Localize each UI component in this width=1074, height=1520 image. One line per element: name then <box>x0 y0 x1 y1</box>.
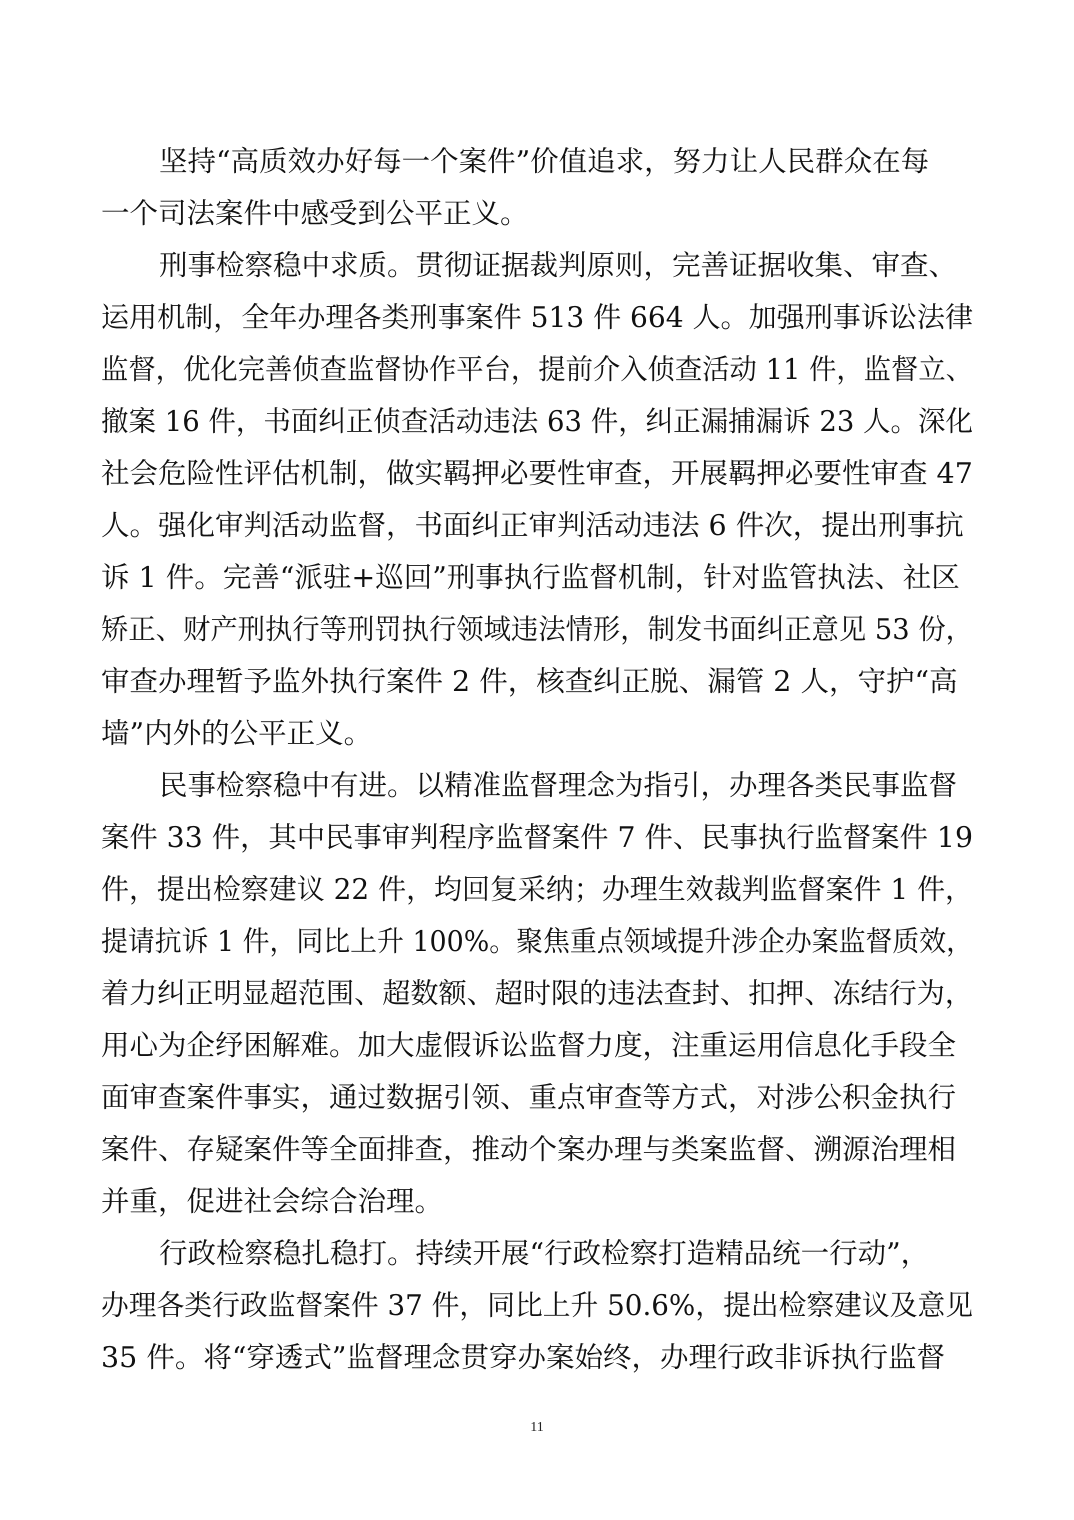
line-text: 用心为企纾困解难。加大虚假诉讼监督力度，注重运用信息化手段全 <box>101 1029 957 1062</box>
line-text: 刑事检察稳中求质。贯彻证据裁判原则，完善证据收集、审查、 <box>159 249 958 282</box>
text-line <box>0 1072 1074 1124</box>
text-line <box>0 708 1074 760</box>
line-text: 墙”内外的公平正义。 <box>101 717 373 750</box>
text-line <box>0 1124 1074 1176</box>
text-line <box>0 864 1074 916</box>
line-text: 坚持“高质效办好每一个案件”价值追求，努力让人民群众在每 <box>159 145 930 178</box>
text-line <box>0 1176 1074 1228</box>
text-line <box>0 812 1074 864</box>
line-text: 着力纠正明显超范围、超数额、超时限的违法查封、扣押、冻结行为， <box>101 977 973 1010</box>
text-line <box>0 136 1074 188</box>
text-line <box>0 604 1074 656</box>
line-text: 审查办理暂予监外执行案件 2 件，核查纠正脱、漏管 2 人，守护“高 <box>101 665 958 698</box>
line-text: 件，提出检察建议 22 件，均回复采纳；办理生效裁判监督案件 1 件， <box>101 873 973 906</box>
text-line <box>0 1332 1074 1384</box>
line-text: 人。强化审判活动监督，书面纠正审判活动违法 6 件次，提出刑事抗 <box>101 509 964 542</box>
line-text: 案件、存疑案件等全面排查，推动个案办理与类案监督、溯源治理相 <box>101 1133 957 1166</box>
text-line <box>0 292 1074 344</box>
line-text: 民事检察稳中有进。以精准监督理念为指引，办理各类民事监督 <box>159 769 958 802</box>
text-line <box>0 1228 1074 1280</box>
text-line <box>0 916 1074 968</box>
text-line <box>0 188 1074 240</box>
line-text: 并重，促进社会综合治理。 <box>101 1185 444 1218</box>
text-line <box>0 240 1074 292</box>
line-text: 行政检察稳扎稳打。持续开展“行政检察打造精品统一行动”， <box>159 1237 930 1270</box>
line-text: 一个司法案件中感受到公平正义。 <box>101 197 529 230</box>
text-line <box>0 1280 1074 1332</box>
line-text: 撤案 16 件，书面纠正侦查活动违法 63 件，纠正漏捕漏诉 23 人。深化 <box>101 405 973 438</box>
text-line <box>0 760 1074 812</box>
text-line <box>0 968 1074 1020</box>
text-line <box>0 1020 1074 1072</box>
line-text: 社会危险性评估机制，做实羁押必要性审查，开展羁押必要性审查 47 <box>101 457 973 490</box>
line-text: 矫正、财产刑执行等刑罚执行领域违法情形，制发书面纠正意见 53 份， <box>101 613 973 646</box>
text-line <box>0 448 1074 500</box>
line-text: 监督，优化完善侦查监督协作平台，提前介入侦查活动 11 件，监督立、 <box>101 353 973 386</box>
line-text: 运用机制，全年办理各类刑事案件 513 件 664 人。加强刑事诉讼法律 <box>101 301 973 334</box>
line-text: 案件 33 件，其中民事审判程序监督案件 7 件、民事执行监督案件 19 <box>101 821 973 854</box>
text-line <box>0 344 1074 396</box>
line-text: 诉 1 件。完善“派驻+巡回”刑事执行监督机制，针对监管执法、社区 <box>101 561 960 594</box>
text-line <box>0 396 1074 448</box>
text-line <box>0 656 1074 708</box>
text-line <box>0 552 1074 604</box>
page-number: 11 <box>530 1420 544 1435</box>
text-line <box>0 500 1074 552</box>
line-text: 面审查案件事实，通过数据引领、重点审查等方式，对涉公积金执行 <box>101 1081 957 1114</box>
line-text: 提请抗诉 1 件，同比上升 100%。聚焦重点领域提升涉企办案监督质效， <box>101 925 973 958</box>
line-text: 办理各类行政监督案件 37 件，同比上升 50.6%，提出检察建议及意见 <box>101 1289 973 1322</box>
line-text: 35 件。将“穿透式”监督理念贯穿办案始终，办理行政非诉执行监督 <box>101 1341 945 1374</box>
